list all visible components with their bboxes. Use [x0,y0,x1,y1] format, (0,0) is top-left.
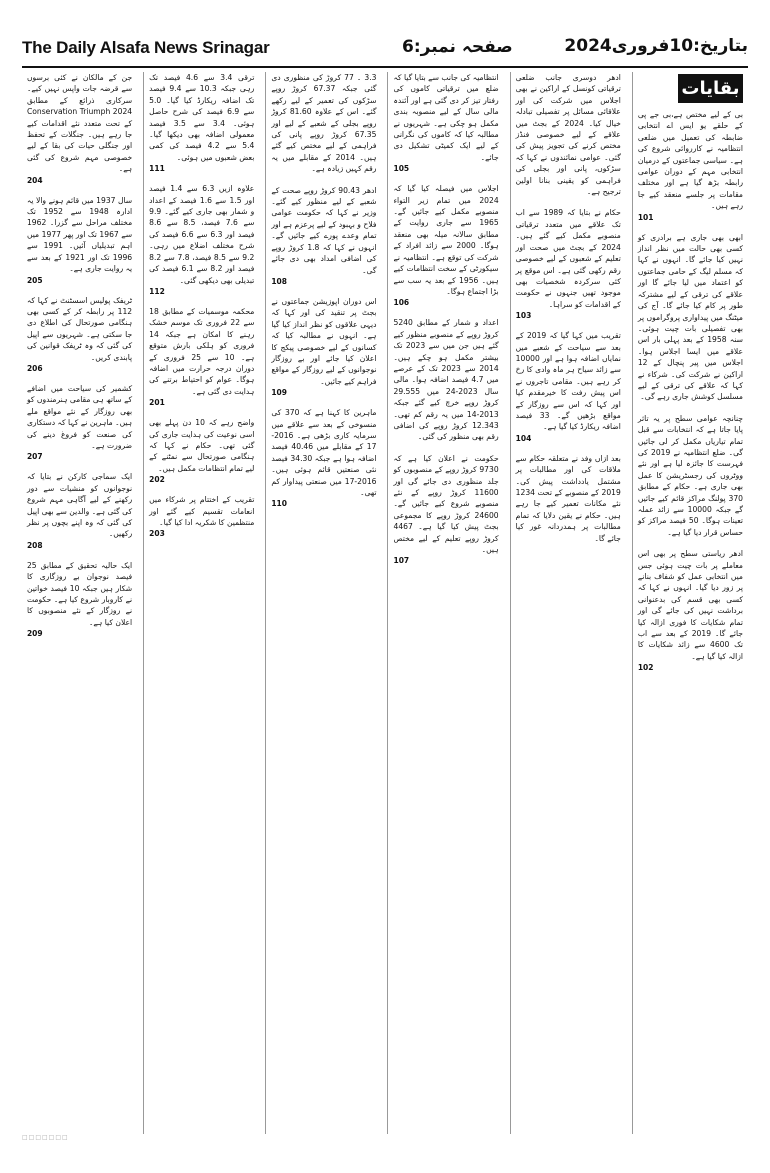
article-text: ادھر ریاستی سطح پر بھی اس معاملے پر بات چیت ہوئی جس میں انتخابی عمل کو شفاف بنانے پر زور دیا گیا۔ انہوں نے کہا کہ کسی بھی قسم کی بدعنوانی برداشت نہیں کی جائے گی اور تمام شکایات کا فوری ازالہ کیا جائے گا۔ 2019 کے بعد سے اب تک 4600 سے زائد شکایات کا ازالہ کیا گیا ہے۔ [637,549,743,661]
article-text: ماہرین کا کہنا ہے کہ 370 کی منسوخی کے بعد سے علاقے میں سرمایہ کاری بڑھی ہے۔ 2016-17 کے مقابلے میں 40.46 فیصد اضافہ ہوا ہے جبکہ 34.30 فیصد نئی صنعتیں قائم ہوئی ہیں۔ 2016-17 میں صنعتی پیداوار کم تھی۔ [271,408,377,497]
article-text: کشمیر کی سیاحت میں اضافے کے ساتھ ہی مقامی ہنرمندوں کو بھی روزگار کے نئے مواقع ملے ہیں۔ ماہرین نے کہا کہ دستکاری کی صنعت کو فروغ دینے کی ضرورت ہے۔ [26,383,133,450]
article-text: چنانچہ عوامی سطح پر یہ تاثر پایا جاتا ہے کہ انتخابات سے قبل تمام تیاریاں مکمل کر لی جائیں گی۔ ضلع انتظامیہ نے 2019 کی فہرست کا جائزہ لیا ہے اور نئے ووٹروں کی رجسٹریشن کا عمل بھی جاری ہے۔ حکام کے مطابق 370 پولنگ مراکز قائم کیے جائیں گے جبکہ 10000 سے زائد عملہ تعینات ہوگا۔ 50 فیصد مراکز کو حساس قرار دیا گیا ہے۔ [637,413,744,537]
publication-date: بتاریخ:10فروری2024 [564,36,748,56]
article-number: 102 [637,663,654,673]
article-text: اعداد و شمار کے مطابق 5240 کروڑ روپے کے منصوبے منظور کیے گئے ہیں جن میں سے 2023 تک بیشتر مکمل ہو چکے ہیں۔ 2014 سے 2023 تک کے عرصے میں 4.7 فیصد اضافہ ہوا۔ مالی سال 2023-24 میں 29.555 کروڑ روپے خرچ کیے گئے جبکہ 2013-14 میں یہ رقم کم تھی۔ 12.343 کروڑ روپے کی اضافی رقم بھی منظور کی گئی۔ [393,318,499,442]
article-text: تقریب میں کہا گیا کہ 2019 کے بعد سے سیاحت کے شعبے میں نمایاں اضافہ ہوا ہے اور 10000 سے زائد سیاح ہر ماہ وادی کا رخ کر رہے ہیں۔ مقامی تاجروں نے اس پیش رفت کا خیرمقدم کیا اور کہا کہ اس سے روزگار کے مواقع بڑھیں گے۔ 33 فیصد اضافہ ریکارڈ کیا گیا ہے۔ [515,331,621,432]
article-item [271,185,376,286]
article-item [149,417,254,484]
article-text: ابھی بھی جاری ہے برادری کو کسی بھی حالت میں نظر انداز نہیں کیا جائے گا۔ انہوں نے کہا کہ مسلم لیگ کے حامی جماعتوں کو اعتماد میں لیا جائے گا اور علاقے کی ترقی کے لیے مشترکہ طور پر کام کیا جائے گا۔ آج کی میٹنگ میں پیداواری پروگراموں پر بھی تفصیلی بات چیت ہوئی۔ سنہ 1958 کے بعد پہلی بار اس علاقے میں ایسا اجلاس ہوا۔ اجلاس میں پیر پنچال کے 12 اراکین نے شرکت کی۔ شرکاء نے کہا کہ علاقے کی ترقی کے لیے مسلسل کوشش جاری رہے گی۔ [637,232,743,402]
article-item [27,560,132,638]
footer-marks: □□□□□□□ [22,1134,69,1141]
article-number: 103 [515,311,532,321]
article-number: 109 [271,388,287,398]
article-item [516,72,621,197]
newspaper-title: The Daily Alsafa News Srinagar [22,38,270,57]
article-text: جن کے مالکان نے کئی برسوں سے قرضہ جات واپس نہیں کیے۔ سرکاری ذرائع کے مطابق Conservation Triumph 2024 کے تحت متعدد نئے اقدامات کیے جا رہے ہیں۔ جنگلات کے تحفظ اور جنگلی حیات کی بقا کے لیے خصوصی مہم شروع کی گئی ہے۔ [26,73,133,174]
article-item [516,330,621,443]
article-text: انتظامیہ کی جانب سے بتایا گیا کہ ضلع میں ترقیاتی کاموں کی رفتار تیز کر دی گئی ہے اور آئندہ مالی سال کے لیے منصوبہ بندی مکمل ہو چکی ہے۔ شہریوں نے مطالبہ کیا کہ کاموں کی نگرانی کے لیے ایک کمیٹی تشکیل دی جائے۔ [393,73,499,162]
article-text: بی کے لیے مختص ہے،بی جے پی کے حلقے یو ایس اے انتخابی ضابطہ کی تعمیل میں ضلعی انتظامیہ نے کارروائی شروع کی ہے۔ سیاسی جماعتوں کے درمیان انتخابی مہم کے دوران عوامی رابطہ بڑھ گیا ہے اور مختلف مقامات پر جلسے منعقد کیے جا رہے ہیں۔ [637,110,743,211]
article-item [271,72,376,175]
article-item [27,295,132,373]
article-item [27,471,132,549]
article-text: محکمہ موسمیات کے مطابق 18 سے 22 فروری تک موسم خشک رہنے کا امکان ہے جبکہ 14 فروری کو ہلکی بارش متوقع ہے۔ 10 سے 25 فروری کے دوران درجہ حرارت میں اضافہ ہوگا۔ عوام کو احتیاط برتنے کی ہدایت دی گئی ہے۔ [149,306,255,396]
article-columns [22,72,748,1134]
article-text: 3.3 ۔ 77 کروڑ کی منظوری دی گئی جبکہ 67.37 کروڑ روپے سڑکوں کی تعمیر کے لیے رکھے گئے۔ اس کے علاوہ 81.60 کروڑ روپے بجلی کے شعبے کے لیے اور 67.35 کروڑ روپے پانی کی فراہمی کے لیے مختص کیے گئے ہیں۔ 2014 کے مقابلے میں یہ رقم کہیں زیادہ ہے۔ [271,73,377,174]
article-item [393,72,498,173]
article-item [271,407,376,508]
article-item [27,383,132,461]
article-text: ٹریفک پولیس اسسٹنٹ نے کہا کہ 112 پر رابطہ کر کے کسی بھی ہنگامی صورتحال کی اطلاع دی جا سکتی ہے۔ شہریوں سے اپیل کی گئی کہ وہ ٹریفک قوانین کی پابندی کریں۔ [26,295,133,362]
column-3 [387,72,503,1134]
article-text: حکومت نے اعلان کیا ہے کہ 9730 کروڑ روپے کے منصوبوں کو جلد منظوری دی جائے گی اور 11600 کروڑ روپے کے نئے منصوبے شروع کیے جائیں گے۔ 24600 کروڑ روپے کا مجموعی بجٹ پیش کیا گیا ہے۔ 4467 کروڑ روپے تعلیم کے لیے مختص ہیں۔ [393,453,499,555]
article-item [638,413,743,538]
article-item [27,72,132,185]
article-number: 207 [26,452,43,462]
article-item [271,296,376,397]
article-number: 111 [149,164,165,174]
column-5 [143,72,259,1134]
article-item [638,548,743,672]
article-item [393,183,498,307]
article-text: تقریب کے اختتام پر شرکاء میں انعامات تقسیم کیے گئے اور منتظمین کا شکریہ ادا کیا گیا۔ [149,495,255,527]
article-number: 101 [637,212,654,222]
article-number: 107 [393,556,410,566]
column-2 [510,72,626,1134]
article-number: 104 [515,433,532,443]
article-item [516,207,621,320]
article-number: 205 [26,275,43,285]
column-6 [22,72,137,1134]
article-text: ترقی 3.4 سے 4.6 فیصد تک رہی جبکہ 10.3 سے 9.4 فیصد تک اضافہ ریکارڈ کیا گیا۔ 5.0 سے 6.9 فیصد کی شرح حاصل ہوئی۔ 3.4 سے 3.5 فیصد معمولی اضافہ بھی دیکھا گیا۔ 5.4 سے 4.2 فیصد کی کمی بعض شعبوں میں ہوئی۔ [149,73,255,162]
article-text: علاوہ ازیں 6.3 سے 1.4 فیصد اور 1.5 سے 1.6 فیصد کے اعداد و شمار بھی جاری کیے گئے۔ 9.9 سے 7.6 فیصد، 8.5 سے 8.6 فیصد اور 6.3 سے 6.6 فیصد کی شرح مختلف اضلاع میں رہی۔ 9.2 سے 8.5 فیصد، 7.8 سے 8.2 فیصد اور 8.2 سے 6.1 فیصد کی تبدیلی بھی دیکھی گئی۔ [149,184,255,285]
article-item [638,109,743,222]
section-banner: بقایات [678,74,743,103]
article-item [149,72,254,173]
article-text: اس دوران اپوزیشن جماعتوں نے بجٹ پر تنقید کی اور کہا کہ دیہی علاقوں کو نظر انداز کیا گیا ہے۔ انہوں نے مطالبہ کیا کہ کسانوں کے لیے خصوصی پیکج کا اعلان کیا جائے اور بے روزگار نوجوانوں کے لیے روزگار کے مواقع فراہم کیے جائیں۔ [271,296,377,386]
article-number: 112 [149,286,165,296]
article-number: 108 [271,276,287,286]
column-1 [632,72,748,1134]
article-item [516,453,621,544]
article-item [393,453,498,566]
article-number: 208 [26,540,43,550]
article-text: بعد ازاں وفد نے متعلقہ حکام سے ملاقات کی اور مطالبات پر مشتمل یادداشت پیش کی۔ 2019 کے منصوبے کے تحت 1234 نئے مکانات تعمیر کیے جا رہے ہیں۔ حکام نے یقین دلایا کہ تمام مطالبات پر ہمدردانہ غور کیا جائے گا۔ [515,453,621,543]
article-text: ادھر دوسری جانب ضلعی ترقیاتی کونسل کے اراکین نے بھی اجلاس میں شرکت کی اور علاقائی مسائل پر تفصیلی تبادلہ خیال کیا۔ 2024 کے بجٹ میں علاقے کے لیے خصوصی فنڈز مختص کرنے کی تجویز پیش کی گئی۔ عوامی نمائندوں نے کہا کہ سڑکوں، پانی اور بجلی کی فراہمی کو یقینی بنانا اولین ترجیح ہے۔ [515,73,621,197]
article-item [27,195,132,285]
article-text: سال 1937 میں قائم ہونے والا یہ ادارہ 1948 سے 1952 تک مختلف مراحل سے گزرا۔ 1962 سے 1967 تک اور پھر 1977 میں اہم تبدیلیاں آئیں۔ 1991 سے 1996 تک اور 1921 کے بعد سے یہ روایت جاری ہے۔ [26,195,133,274]
article-item [149,494,254,538]
article-number: 201 [149,398,165,408]
article-number: 106 [393,298,410,308]
newspaper-page [22,22,748,1142]
article-item [638,232,743,403]
article-text: ادھر 90.43 کروڑ روپے صحت کے شعبے کے لیے منظور کیے گئے۔ وزیر نے کہا کہ حکومت عوامی فلاح و بہبود کے لیے پرعزم ہے اور تمام وعدے پورے کیے جائیں گے۔ انہوں نے کہا کہ 1.8 کروڑ روپے کی اضافی امداد بھی دی جائے گی۔ [271,185,377,275]
article-item [149,306,254,407]
article-number: 202 [149,475,165,485]
page-number: صفحہ نمبر:6 [402,37,513,57]
article-number: 105 [393,164,410,174]
article-number: 204 [26,175,43,185]
article-number: 206 [26,363,43,373]
article-text: اجلاس میں فیصلہ کیا گیا کہ 2024 میں تمام زیر التواء منصوبے مکمل کیے جائیں گے۔ 1965 سے جاری روایت کے مطابق سالانہ میلہ بھی منعقد ہوگا۔ 2000 سے زائد افراد کے شرکت کی توقع ہے۔ انتظامیہ نے سیکورٹی کے سخت انتظامات کیے ہیں۔ 1956 کے بعد یہ سب سے بڑا اجتماع ہوگا۔ [393,184,499,296]
article-text: حکام نے بتایا کہ 1989 سے اب تک علاقے میں متعدد ترقیاتی منصوبے مکمل کیے گئے ہیں۔ 2024 کے بجٹ میں صحت اور تعلیم کے شعبوں کے لیے خصوصی رقم رکھی گئی ہے۔ اس موقع پر کئی سرکردہ شخصیات بھی موجود تھیں جنہوں نے حکومت کے اقدامات کو سراہا۔ [515,208,621,309]
header-rule [22,66,748,68]
article-item [149,183,254,296]
article-text: ایک حالیہ تحقیق کے مطابق 25 فیصد نوجوان بے روزگاری کا شکار ہیں جبکہ 10 فیصد خواتین نے کاروبار شروع کیا ہے۔ حکومت نے روزگار کے نئے منصوبوں کا اعلان کیا ہے۔ [26,560,133,627]
article-number: 209 [26,629,43,639]
article-number: 203 [149,529,165,539]
article-text: ایک سماجی کارکن نے بتایا کہ نوجوانوں کو منشیات سے دور رکھنے کے لیے آگاہی مہم شروع کی گئی ہے۔ والدین سے بھی اپیل کی گئی کہ وہ اپنے بچوں پر نظر رکھیں۔ [26,472,133,539]
article-item [393,317,498,442]
article-number: 110 [271,499,287,509]
article-text: واضح رہے کہ 10 دن پہلے بھی اسی نوعیت کی ہدایت جاری کی گئی تھی۔ حکام نے کہا کہ ہنگامی صورتحال سے نمٹنے کے لیے تمام انتظامات مکمل ہیں۔ [149,418,255,473]
column-4 [265,72,381,1134]
